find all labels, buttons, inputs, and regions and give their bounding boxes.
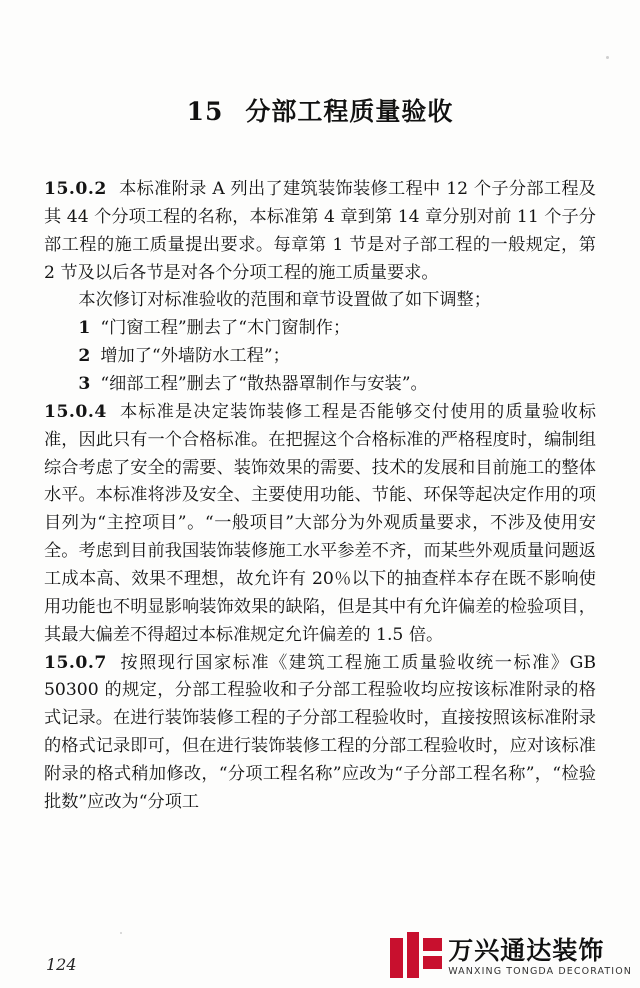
clause-paragraph [44,399,596,650]
page-content [44,36,596,944]
brand-name-en: WANXING TONGDA DECORATION [448,965,632,977]
document-body [44,176,596,817]
page-title-text: 分部工程质量验收 [245,97,454,126]
list-item [44,343,596,371]
list-item-number: 2 [78,346,91,367]
scan-speck [606,56,609,59]
list-item-text: 增加了“外墙防水工程”； [100,346,290,367]
clause-paragraph [44,176,596,287]
list-item-text: “门窗工程”删去了“木门窗制作； [100,318,351,339]
brand-mark-icon [390,932,442,978]
list-item-number: 3 [78,374,91,395]
clause-number: 15.0.4 [44,401,107,422]
list-item-text: “细部工程”删去了“散热器罩制作与安装”。 [100,374,428,395]
clause-text: 本次修订对标准验收的范围和章节设置做了如下调整； [78,290,491,311]
list-item [44,315,596,343]
clause-text: 本标准附录 A 列出了建筑装饰装修工程中 12 个子分部工程及其 44 个分项工程的名称，本标准第 4 章到第 14 章分别对前 11 个子分部工程的施工质量提出要求。每章第 1 节是对子部工程的一般规定，第 2 节及以后各节是对各个分项工程的施工质量要求。 [44,179,596,283]
list-item-number: 1 [78,318,91,339]
brand-text [448,935,632,979]
clause-number: 15.0.2 [44,179,107,199]
watermark-logo [390,932,632,978]
brand-name-cn: 万兴通达装饰 [448,935,605,965]
page-title [44,92,596,128]
clause-number: 15.0.7 [44,652,107,673]
clause-text: 本标准是决定装饰装修工程是否能够交付使用的质量验收标准，因此只有一个合格标准。在把握这个合格标准的严格程度时，编制组综合考虑了安全的需要、装饰效果的需要、技术的发展和目前施工的整体水平。本标准将涉及安全、主要使用功能、节能、环保等起决定作用的项目列为“主控项目”。“一般项目”大部分为外观质量要求，不涉及使用安全。考虑到目前我国装饰装修施工水平参差不齐，而某些外观质量问题返工成本高、效果不理想，故允许有 20％以下的抽查样本存在既不影响使用功能也不明显影响装饰效果的缺陷，但是其中有允许偏差的检验项目，其最大偏差不得超过本标准规定允许偏差的 1.5 倍。 [44,401,596,645]
clause-paragraph [44,650,596,817]
list-item [44,371,596,399]
clause-paragraph [44,287,596,315]
page-title-number: 15 [186,97,224,126]
clause-text: 按照现行国家标准《建筑工程施工质量验收统一标准》GB 50300 的规定，分部工程验收和子分部工程验收均应按该标准附录的格式记录。在进行装饰装修工程的子分部工程验收时，直接按照该标准附录的格式记录即可，但在进行装饰装修工程的分部工程验收时，应对该标准附录的格式稍加修改，“分项工程名称”应改为“子分部工程名称”，“检验批数”应改为“分项工 [44,652,596,812]
page-number: 124 [46,955,77,974]
